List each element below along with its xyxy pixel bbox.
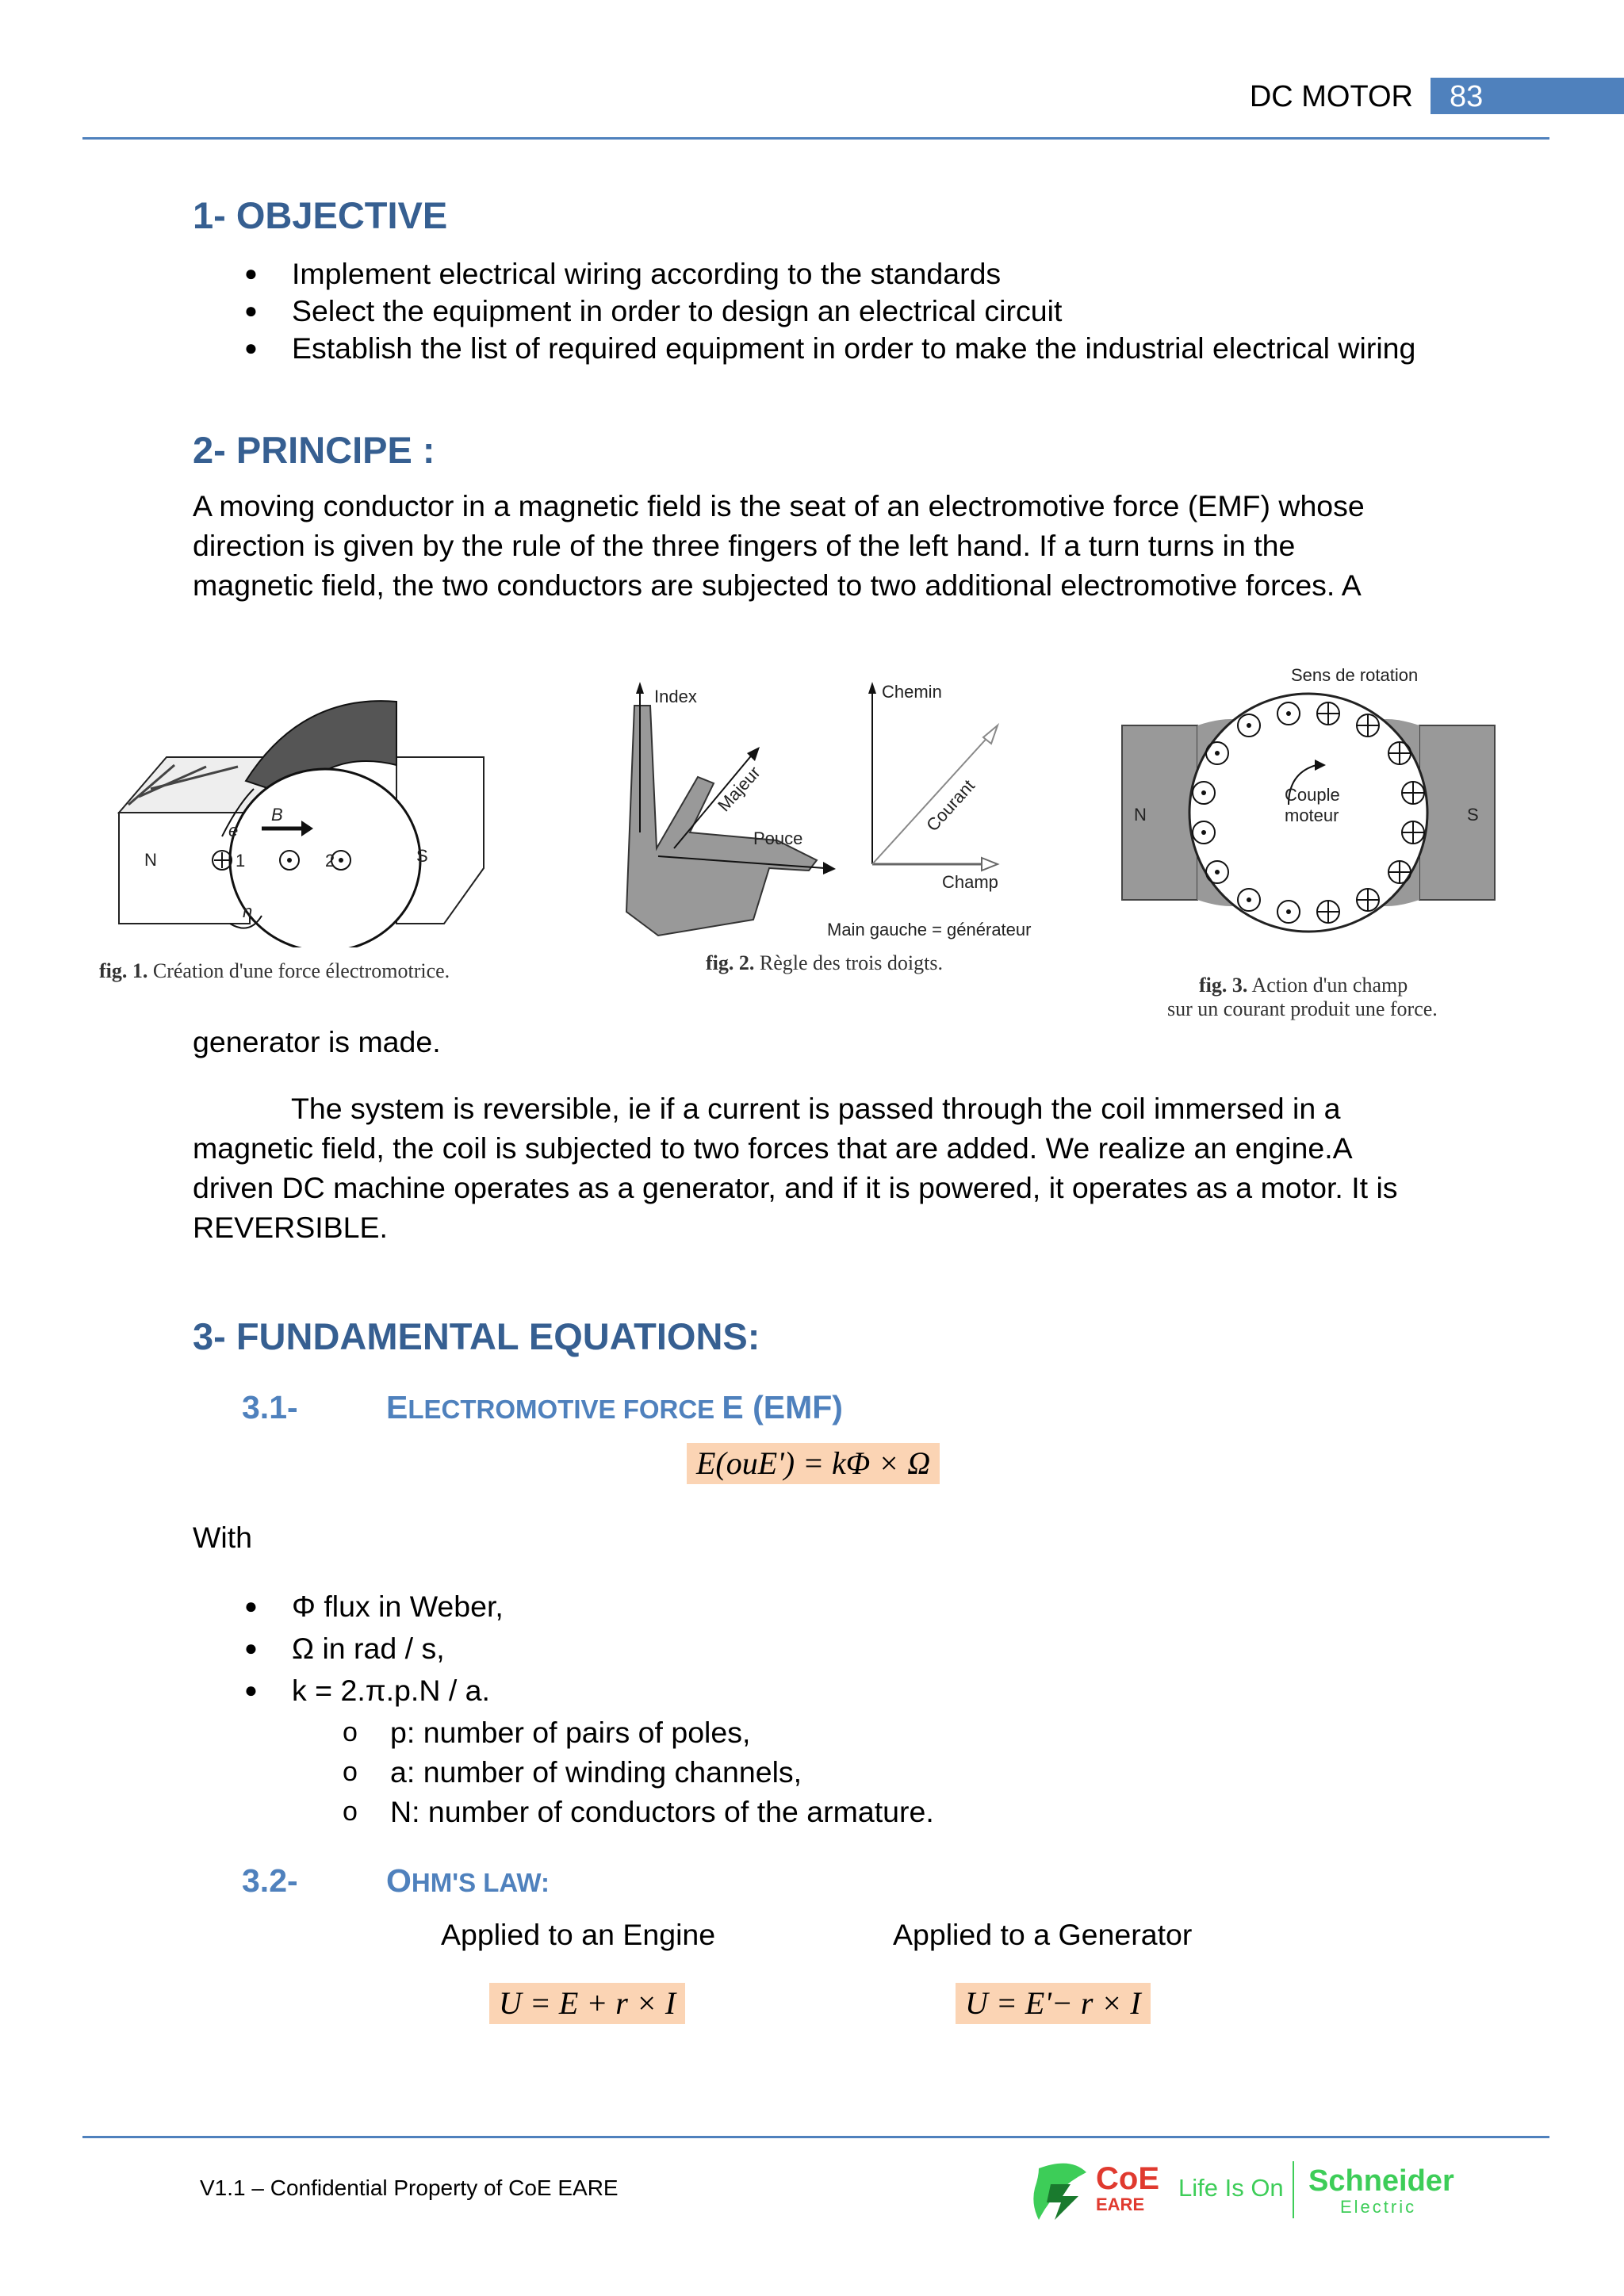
fig3-label-couple: Couple — [1285, 785, 1340, 805]
footer-logos — [1023, 2156, 1459, 2228]
logo-life-is-on: Life Is On — [1178, 2174, 1284, 2202]
variables-list — [244, 1586, 504, 1710]
fig2-label-index: Index — [654, 687, 697, 706]
logo-electric: Electric — [1340, 2197, 1417, 2217]
fig1-caption: fig. 1. Création d'une force électromotrice. — [99, 959, 450, 982]
header-title: DC MOTOR — [1249, 80, 1413, 113]
fig1-label-1: 1 — [236, 851, 246, 871]
logo-eare: EARE — [1096, 2195, 1145, 2214]
equation-generator: U = E'− r × I — [956, 1983, 1151, 2024]
fig3-caption-line1: fig. 3. Action d'un champ — [1199, 974, 1408, 997]
fig1-label-2: 2 — [325, 851, 335, 871]
list-item: ● Ω in rad / s, — [244, 1632, 445, 1665]
logo-coe: CoE — [1096, 2161, 1159, 2196]
fig1-label-n: N — [144, 850, 157, 870]
logo-schneider: Schneider — [1308, 2164, 1454, 2198]
equation-engine: U = E + r × I — [489, 1983, 685, 2024]
objective-list — [244, 254, 1416, 368]
fig1-label-e: e — [228, 821, 239, 840]
engine-label: Applied to an Engine — [441, 1918, 716, 1951]
coe-leaf-icon — [1023, 2156, 1094, 2228]
figure-1-emf — [95, 678, 508, 947]
fig1-label-b: B — [271, 805, 283, 825]
equation-emf: E(ouE') = kΦ × Ω — [687, 1443, 940, 1484]
fig2-label-courant: Courant — [922, 775, 979, 836]
list-item: o a: number of winding channels, — [343, 1755, 802, 1789]
heading-fundamental-equations: 3- FUNDAMENTAL EQUATIONS: — [193, 1315, 760, 1357]
figure-3-field-action — [1118, 662, 1499, 963]
subheading-emf: ELECTROMOTIVE FORCE E (EMF) — [386, 1389, 843, 1425]
fig2-label-main: Main gauche = générateur — [827, 920, 1032, 939]
principe-paragraph: A moving conductor in a magnetic field is the seat of an electromotive force (EMF) whose direction is given by the rule of the three fingers of the left hand. If a turn turns in the magnetic field, the two conductors are subjected to two additional electromotive forces. A — [193, 489, 1365, 602]
heading-principe: 2- PRINCIPE : — [193, 429, 435, 471]
footer-text: V1.1 – Confidential Property of CoE EARE — [200, 2175, 619, 2200]
reversible-paragraph: The system is reversible, ie if a current is passed through the coil immersed in a magnetic field, the coil is subjected to two forces that are added. We realize an engine.A driven DC machine operates as a generator, and if it is powered, it operates as a motor. It is REVERSIBLE. — [193, 1092, 1398, 1244]
list-item: ● k = 2.π.p.N / a. — [244, 1674, 490, 1707]
footer-rule — [82, 2136, 1549, 2138]
fig3-label-s: S — [1467, 805, 1479, 825]
page-number: 83 — [1431, 78, 1624, 114]
logo-divider — [1293, 2161, 1294, 2218]
subheading-3-1-number: 3.1- — [242, 1389, 298, 1425]
list-item: o N: number of conductors of the armature. — [343, 1795, 934, 1828]
header-rule — [82, 137, 1549, 140]
fig1-label-small-n: n — [243, 901, 253, 921]
heading-objective: 1- OBJECTIVE — [193, 194, 448, 236]
subheading-ohms-law: OHM'S LAW: — [386, 1862, 550, 1899]
fig1-label-s: S — [416, 846, 428, 866]
k-sub-list — [343, 1712, 934, 1831]
fig2-label-champ: Champ — [942, 872, 998, 892]
list-item: ● Select the equipment in order to design an electrical circuit — [244, 294, 1063, 327]
fig2-label-majeur: Majeur — [714, 762, 764, 816]
fig3-label-moteur: moteur — [1285, 806, 1339, 825]
fig2-label-chemin: Chemin — [882, 682, 942, 702]
fig3-label-n: N — [1134, 805, 1147, 825]
list-item: ● Implement electrical wiring according to the standards — [244, 257, 1002, 290]
with-label: With — [193, 1521, 252, 1554]
generator-label: Applied to a Generator — [893, 1918, 1193, 1951]
list-item: o p: number of pairs of poles, — [343, 1716, 751, 1749]
fig2-caption: fig. 2. Règle des trois doigts. — [706, 951, 943, 974]
list-item: ● Φ flux in Weber, — [244, 1590, 504, 1623]
principe-continuation: generator is made. — [193, 1025, 441, 1058]
subheading-3-2-number: 3.2- — [242, 1862, 298, 1899]
figure-2-three-fingers — [611, 674, 1071, 951]
fig2-label-pouce: Pouce — [753, 828, 803, 848]
fig3-label-sens: Sens de rotation — [1291, 665, 1419, 685]
fig3-caption-line2: sur un courant produit une force. — [1167, 997, 1438, 1020]
list-item: ● Establish the list of required equipment in order to make the industrial electrical wiring — [244, 331, 1416, 365]
